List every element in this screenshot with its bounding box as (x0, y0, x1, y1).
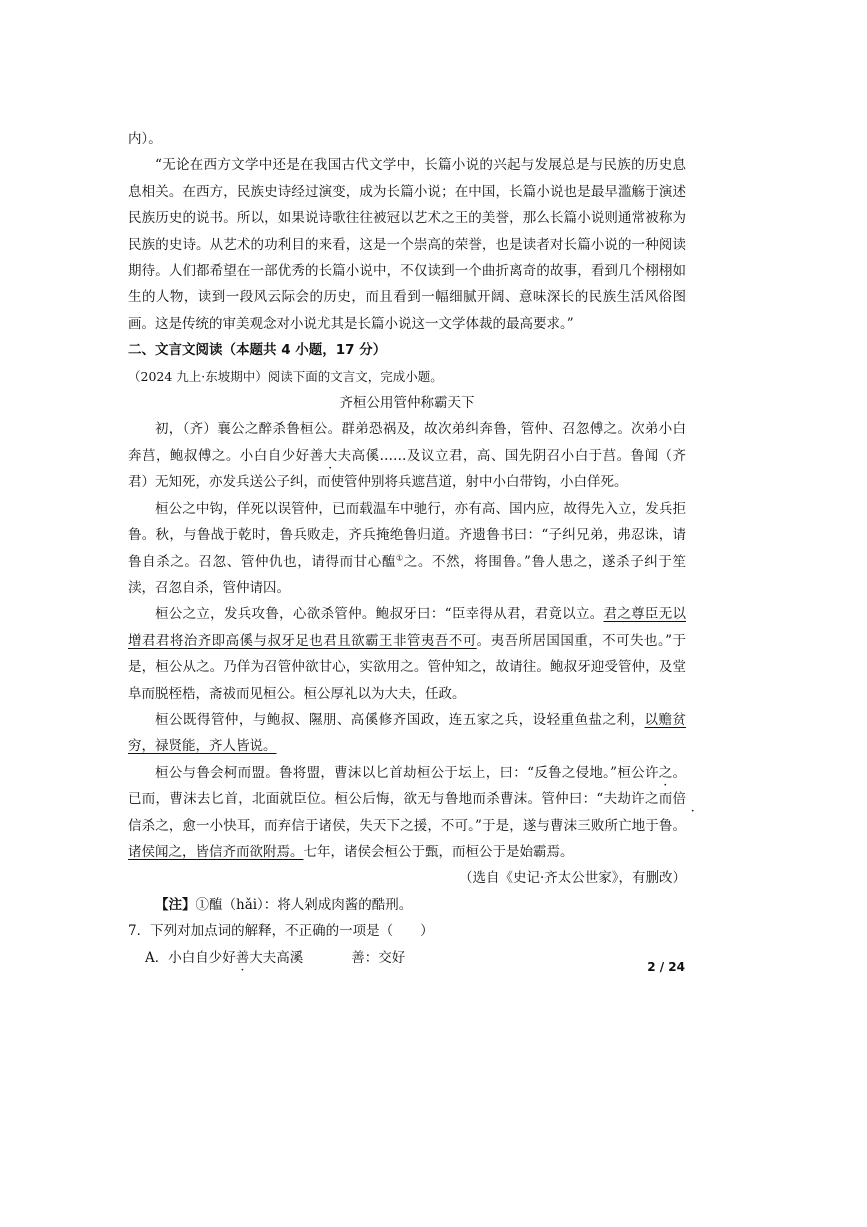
question-7: 7．下列对加点词的解释，不正确的一项是（ ） (128, 923, 434, 940)
dotted-word: 善 (309, 447, 324, 464)
passage-paragraph-1: 初，（齐）襄公之醉杀鲁桓公。群弟恐祸及，故次弟纠奔鲁，管仲、召忽傅之。次弟小白奔莒，鲍叔傅之。小白自少好善大夫高傒……及议立君，高、国先阴召小白于莒。鲁闻（齐君）无知死，亦发兵送公子纠，而使管仲别将兵遮莒道，射中小白带钩，小白佯死。 (128, 421, 687, 491)
passage-paragraph-5: 桓公与鲁会柯而盟。鲁将盟，曹沫以匕首劫桓公于坛上，曰：“反鲁之侵地。”桓公许之。已而，曹沫去匕首，北面就臣位。桓公后悔，欲无与鲁地而杀曹沫。管仲曰：“夫劫许之而倍信杀之，愈一小快耳，而弃信于诸侯，失天下之援，不可。”于是，遂与曹沫三败所亡地于鲁。诸侯闻之，皆信齐而欲附焉。七年，诸侯会桓公于甄，而桓公于是始霸焉。 (128, 764, 686, 860)
option-a: A．小白自少好善大夫高溪 善：交好 (145, 949, 406, 966)
footnote: 【注】①醢（hǎi）：将人剁成肉酱的酷刑。 (155, 896, 413, 913)
underlined-sentence: 君之尊臣无以增君君将治齐即高傒与叔牙足也君且欲霸王非管夷吾不可 (128, 606, 687, 649)
footnote-marker: ① (395, 553, 404, 562)
underlined-sentence: 以赡贫穷，禄贤能，齐人皆说。 (128, 711, 687, 755)
quote-paragraph: “无论在西方文学中还是在我国古代文学中，长篇小说的兴起与发展总是与民族的历史息息相关。在西方，民族史诗经过演变，成为长篇小说；在中国，长篇小说也是最早滥觞于演述民族历史的说书。所以，如果说诗歌往往被冠以艺术之王的美誉，那么长篇小说则通常被称为民族的史诗。从艺术的功利目的来看，这是一个崇高的荣誉，也是读者对长篇小说的一种阅读期待。人们都希望在一部优秀的长篇小说中，不仅读到一个曲折离奇的故事，看到几个栩栩如生的人物，读到一段风云际会的历史，而且看到一幅细腻开阔、意味深长的民族生活风俗图画。这是传统的审美观念对小说尤其是长篇小说这一文学体裁的最高要求。” (128, 157, 686, 332)
page-content (128, 126, 686, 971)
text-line: 内）。 (128, 131, 162, 147)
passage-title: 齐桓公用管仲称霸天下 (339, 395, 475, 412)
section-heading: 二、文言文阅读（本题共 4 小题，17 分） (128, 342, 387, 359)
dotted-word: 善 (235, 949, 250, 966)
dotted-word: 倍 (672, 791, 686, 808)
underlined-sentence: 诸侯闻之，皆信齐而欲附焉。 (128, 843, 304, 860)
source-line: （2024 九上·东坡期中）阅读下面的文言文，完成小题。 (128, 368, 443, 384)
passage-paragraph-3: 桓公之立，发兵攻鲁，心欲杀管仲。鲍叔牙曰：“臣幸得从君，君竟以立。君之尊臣无以增君君将治齐即高傒与叔牙足也君且欲霸王非管夷吾不可。夷吾所居国国重，不可失也。”于是，桓公从之。乃佯为召管仲欲甘心，实欲用之。管仲知之，故请往。鲍叔牙迎受管仲，及堂阜而脱桎梏，斋祓而见桓公。桓公厚礼以为大夫，任政。 (128, 606, 687, 702)
passage-paragraph-4: 桓公既得管仲，与鲍叔、隰朋、高傒修齐国政，连五家之兵，设轻重鱼盐之利，以赡贫穷，禄贤能，齐人皆说。 (128, 711, 687, 755)
page-number: 2 / 24 (647, 960, 685, 974)
source-credit: （选自《史记·齐太公世家》，有删改） (458, 870, 686, 887)
dotted-word: 许 (644, 764, 659, 781)
passage-paragraph-2: 桓公之中钩，佯死以误管仲，已而载温车中驰行，亦有高、国内应，故得先入立，发兵拒鲁。秋，与鲁战于乾时，鲁兵败走，齐兵掩绝鲁归道。齐遗鲁书曰：“子纠兄弟，弗忍诛，请鲁自杀之。召忽、管仲仇也，请得而甘心醢①之。不然，将围鲁。”鲁人患之，遂杀子纠于笙渎，召忽自杀，管仲请囚。 (128, 500, 687, 596)
